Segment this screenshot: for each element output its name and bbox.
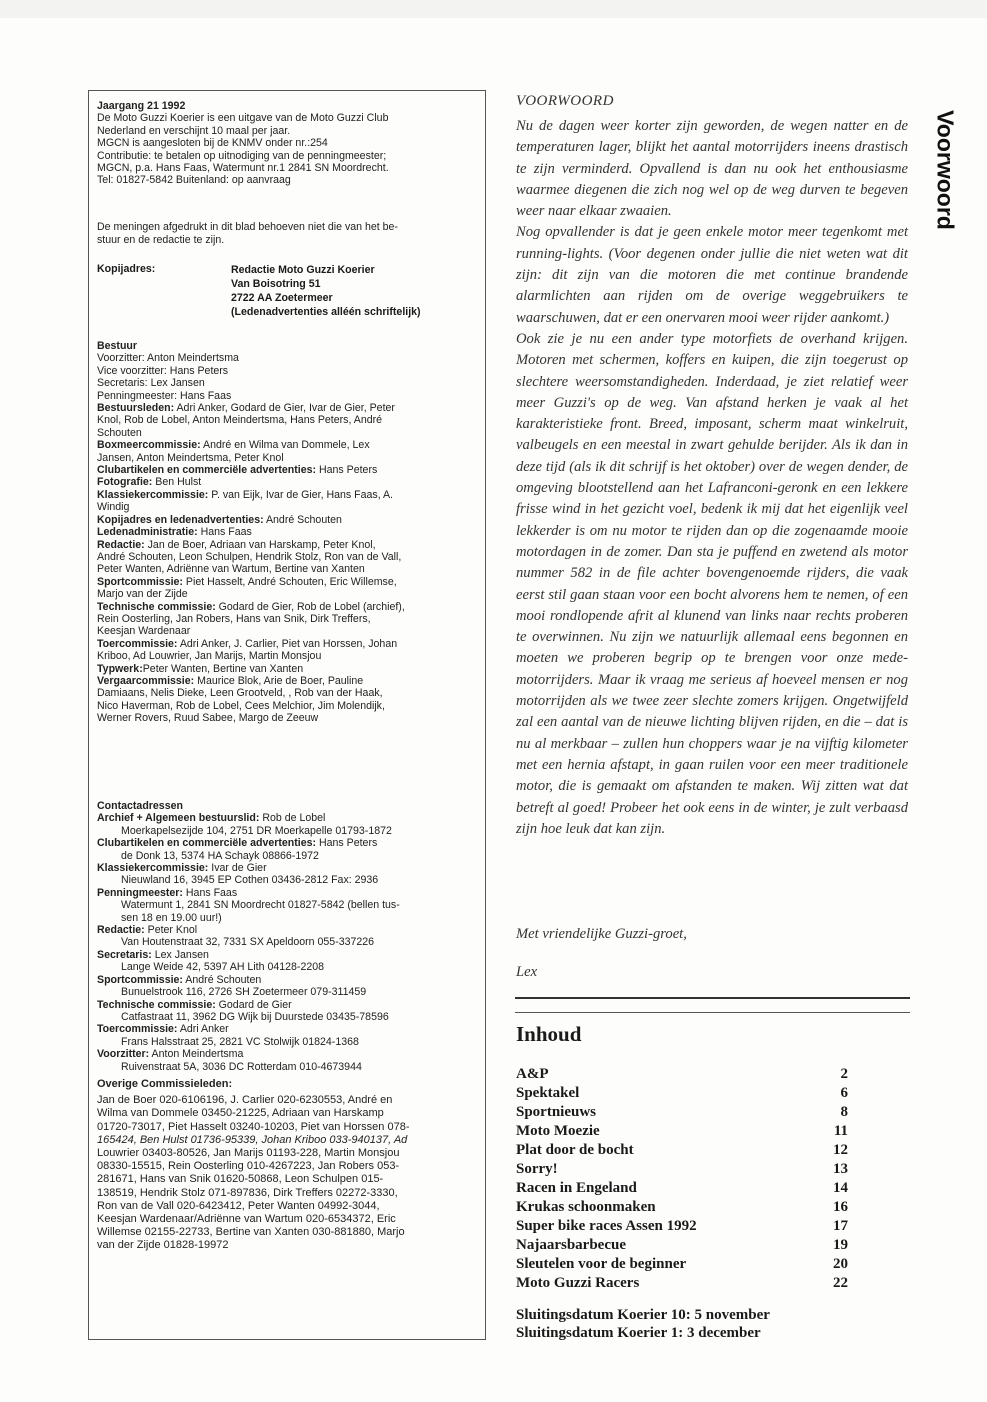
toc-item-page: 2 — [840, 1066, 848, 1082]
role-value: Penningmeester: Hans Faas — [97, 389, 232, 402]
overige-line: 01720-73017, Piet Hasselt 03240-10203, Piet van Horssen 078- — [97, 1120, 410, 1133]
voorwoord-paragraph: Ook zie je nu een ander type motorfiets de overhand krijgen. Motoren met schermen, koffers en kuipen, die zijn toegerust op slechtere weersomstandigheden. Inderdaad, je ziet relatief weer meer Guzzi's op de weg. Van afstand herken je vaak al het karakteristieke front. Breed, imposant, scherm maat winkelruit, valbeugels en een meestal in zwart gehulde berijder. Als ik dan in deze tijd (als ik dit schrijf is het oktober) over de wegen dender, de omgeving blootstellend aan het Lafranconi-geronk en een lekkere frisse wind in het gezicht voel, bedenk ik mij dat het eigenlijk veel lekkerder is om nu motor te rijden dan op die zogenaamde mooie motordagen in de zomer. Dan sta je puffend en zwetend als motor nummer 582 in de file achter bovengenoemde rijders, die vaak eerst stil gaan staan voor een bocht alvorens hem te nemen, of een mooi rondlopende afrit al klunend van links naar rechts proberen te overwinnen. Nu zijn we natuurlijk allemaal eens begonnen en moeten we proberen begrip op te brengen voor onze mede-motorrijders. Maar ik vraag me serieus af hoeveel mensen er nog motorrijden als we twee zeer slechte zomers krijgen. Ongetwijfeld zal een aantal van de nieuwe lichting blijven rijden, en die – dat is nu al merkbaar – zullen hun choppers waar je na vijftig kilometer met een hernia afstapt, in gaan ruilen voor een meer traditionele motor, die is gemaakt om afstanden te maken. Wij zitten wat dat betreft al goed! Probeer het ook eens in de winter, je zult verbaasd zijn hoe leuk dat kan zijn. — [516, 330, 908, 837]
role-label: Penningmeester: — [97, 886, 183, 899]
contact-row — [97, 1036, 482, 1048]
role-value: Ben Hulst — [152, 476, 202, 489]
contact-row — [97, 613, 482, 625]
contact-row — [97, 476, 482, 488]
jaargang: Jaargang 21 1992 — [97, 100, 186, 112]
toc-item-page: 8 — [840, 1104, 848, 1120]
contact-row — [97, 986, 482, 998]
toc-item — [516, 1084, 848, 1103]
contact-row — [97, 675, 482, 687]
contact-section — [97, 800, 482, 1073]
contact-row — [97, 912, 482, 924]
overige-line: 138519, Hendrik Stolz 071-897836, Dirk Treffers 02272-3330, — [97, 1186, 398, 1199]
toc-item-label: Sorry! — [516, 1161, 558, 1177]
role-label: Archief + Algemeen bestuurslid: — [97, 812, 260, 825]
overige-line: Willemse 02155-22733, Bertine van Xanten 030-881880, Marjo — [97, 1226, 405, 1239]
contact-row — [97, 650, 482, 662]
overige-line: 165424, Ben Hulst 01736-95339, Johan Kriboo 033-940137, Ad — [97, 1133, 408, 1146]
role-label: Toercommissie: — [97, 1023, 178, 1036]
table-of-contents — [516, 1065, 848, 1293]
scan-top-border — [0, 0, 987, 18]
toc-item-page: 22 — [833, 1275, 848, 1291]
colofon-line: MGCN is aangesloten bij de KNMV onder nr.:254 — [97, 137, 328, 150]
contact-row — [97, 1011, 482, 1023]
role-label: Typwerk: — [97, 662, 143, 675]
toc-item-page: 20 — [833, 1256, 848, 1272]
contact-row — [97, 1048, 482, 1060]
contact-row — [97, 352, 482, 364]
role-value: de Donk 13, 5374 HA Schayk 08866-1972 — [121, 849, 319, 862]
contact-row — [97, 526, 482, 538]
role-value: P. van Eijk, Ivar de Gier, Hans Faas, A. — [208, 488, 394, 501]
role-value: Peter Wanten, Bertine van Xanten — [142, 662, 304, 675]
role-value: Hans Peters — [316, 837, 378, 850]
role-value: Jansen, Anton Meindertsma, Peter Knol — [97, 451, 284, 464]
toc-item — [516, 1065, 848, 1084]
role-value: Adri Anker, Godard de Gier, Ivar de Gier, Peter — [174, 402, 395, 415]
kopijadres-line: (Ledenadvertenties alléén schriftelijk) — [231, 306, 421, 318]
voorwoord-author: Lex — [516, 964, 538, 980]
role-label: Fotografie: — [97, 476, 153, 489]
contact-lines — [97, 812, 482, 1073]
toc-item-page: 14 — [833, 1180, 848, 1196]
role-value: Ivar de Gier — [208, 862, 267, 875]
colofon — [97, 100, 482, 187]
disclaimer-line: stuur en de redactie te zijn. — [97, 234, 225, 246]
role-value: Knol, Rob de Lobel, Anton Meindertsma, Hans Peters, André — [97, 414, 383, 427]
role-value: Catfastraat 11, 3962 DG Wijk bij Duurstede 03435-78596 — [121, 1010, 389, 1023]
role-value: Lex Jansen — [151, 948, 209, 961]
role-value: Secretaris: Lex Jansen — [97, 377, 205, 390]
overige-lines — [97, 1094, 482, 1252]
contact-row — [97, 588, 482, 600]
role-label: Redactie: — [97, 924, 145, 937]
contact-row — [97, 850, 482, 862]
role-value: Godard de Gier — [215, 998, 292, 1011]
voorwoord-title: VOORWOORD — [516, 93, 614, 109]
role-value: Ruivenstraat 5A, 3036 DC Rotterdam 010-4673944 — [121, 1060, 362, 1073]
toc-item-label: Sleutelen voor de beginner — [516, 1256, 687, 1272]
contact-row — [97, 999, 482, 1011]
role-value: Peter Knol — [144, 924, 198, 937]
contact-row — [97, 539, 482, 551]
role-value: Lange Weide 42, 5397 AH Lith 04128-2208 — [121, 961, 325, 974]
toc-item-label: Spektakel — [516, 1085, 580, 1101]
overige-line: Wilma van Dommele 03450-21225, Adriaan van Harskamp — [97, 1107, 384, 1120]
role-label: Vergaarcommissie: — [97, 674, 195, 687]
toc-item-label: Racen in Engeland — [516, 1180, 637, 1196]
voorwoord-paragraph: Nog opvallender is dat je geen enkele motor meer tegenkomt met running-lights. (Voor degenen onder jullie die niet weten wat dit zijn: dit zijn van die motoren die met continue brandende alarmlichten aan rijden om de overige weggebruikers te waarschuwen, dat er een onervaren mooi weer rijder aankomt.) — [516, 224, 908, 326]
overige-section — [97, 1078, 482, 1253]
contact-row — [97, 464, 482, 476]
overige-line: van der Zijde 01828-19972 — [97, 1239, 229, 1252]
inhoud-title: Inhoud — [516, 1022, 582, 1046]
role-value: Bunuelstrook 116, 2726 SH Zoetermeer 079-311459 — [121, 986, 367, 999]
role-value: Nico Haverman, Rob de Lobel, Cees Melchior, Jim Molendijk, — [97, 699, 385, 712]
toc-item — [516, 1255, 848, 1274]
colofon-line: Tel: 01827-5842 Buitenland: op aanvraag — [97, 174, 291, 187]
toc-item-label: A&P — [516, 1066, 549, 1082]
contact-row — [97, 365, 482, 377]
role-value: Maurice Blok, Arie de Boer, Pauline — [194, 674, 364, 687]
overige-line: Keesjan Wardenaar/Adriënne van Wartum 020-6534372, Eric — [97, 1213, 396, 1226]
contact-row — [97, 812, 482, 824]
role-value: Werner Rovers, Ruud Sabee, Margo de Zeeuw — [97, 712, 319, 725]
toc-item — [516, 1160, 848, 1179]
role-label: Technische commissie: — [97, 600, 216, 613]
contact-heading: Contactadressen — [97, 800, 183, 812]
contact-row — [97, 638, 482, 650]
role-value: sen 18 en 19.00 uur!) — [121, 911, 222, 924]
contact-row — [97, 402, 482, 414]
role-value: Hans Faas — [197, 526, 252, 539]
toc-item-label: Najaarsbarbecue — [516, 1237, 626, 1253]
contact-row — [97, 899, 482, 911]
contact-row — [97, 924, 482, 936]
contact-row — [97, 514, 482, 526]
toc-item — [516, 1217, 848, 1236]
kopijadres-label: Kopijadres: — [97, 263, 156, 275]
contact-row — [97, 825, 482, 837]
contact-row — [97, 949, 482, 961]
toc-item-label: Super bike races Assen 1992 — [516, 1218, 697, 1234]
role-value: André en Wilma van Dommele, Lex — [200, 439, 370, 452]
toc-item-page: 17 — [833, 1218, 848, 1234]
role-label: Clubartikelen en commerciële advertenties: — [97, 464, 317, 477]
role-label: Voorzitter: — [97, 1048, 150, 1061]
contact-row — [97, 874, 482, 886]
role-label: Sportcommissie: — [97, 973, 183, 986]
closing-dates — [516, 1306, 770, 1342]
toc-item — [516, 1122, 848, 1141]
role-value: Schouten — [97, 426, 142, 439]
role-value: Frans Halsstraat 25, 2821 VC Stolwijk 01824-1368 — [121, 1035, 359, 1048]
toc-item — [516, 1274, 848, 1293]
role-value: Damiaans, Nelis Dieke, Leen Grootveld, , Rob van der Haak, — [97, 687, 383, 700]
bestuur-lines — [97, 352, 482, 724]
overige-line: 281671, Hans van Snik 01620-50868, Leon Schulpen 015- — [97, 1173, 384, 1186]
role-label: Technische commissie: — [97, 998, 216, 1011]
contact-row — [97, 837, 482, 849]
role-value: Piet Hasselt, André Schouten, Eric Willemse, — [182, 575, 397, 588]
toc-item — [516, 1179, 848, 1198]
colofon-line: Nederland en verschijnt 10 maal per jaar. — [97, 124, 291, 137]
disclaimer-line: De meningen afgedrukt in dit blad behoeven niet die van het be- — [97, 221, 398, 233]
contact-row — [97, 936, 482, 948]
kopijadres-line: Van Boisotring 51 — [231, 278, 321, 290]
voorwoord-paragraph: Nu de dagen weer korter zijn geworden, de wegen natter en de temperaturen lager, blijkt het aantal motorrijders ineens drastisch te zijn verminderd. Opvallend is dan nu ook het enthousiasme waarmee diegenen die zich nog wel op de weg durven te begeven weer naar elkaar zwaaien. — [516, 118, 908, 220]
role-value: Hans Peters — [316, 464, 378, 477]
overige-heading: Overige Commissieleden: — [97, 1078, 233, 1090]
overige-line: Jan de Boer 020-6106196, J. Carlier 020-6230553, André en — [97, 1094, 393, 1107]
contact-row — [97, 576, 482, 588]
role-value: Keesjan Wardenaar — [97, 625, 191, 638]
role-value: Moerkapelsezijde 104, 2751 DR Moerkapelle 01793-1872 — [121, 824, 392, 837]
toc-item-page: 12 — [833, 1142, 848, 1158]
role-value: Vice voorzitter: Hans Peters — [97, 364, 229, 377]
role-value: Godard de Gier, Rob de Lobel (archief), — [215, 600, 405, 613]
role-value: André Schouten, Leon Schulpen, Hendrik Stolz, Ron van de Vall, — [97, 550, 402, 563]
bestuur-heading: Bestuur — [97, 340, 138, 352]
colofon-line: Contributie: te betalen op uitnodiging van de penningmeester; — [97, 149, 387, 162]
role-value: André Schouten — [182, 973, 262, 986]
role-label: Boxmeercommissie: — [97, 439, 201, 452]
overige-line: Louwrier 03403-80526, Jan Marijs 01193-228, Martin Monsjou — [97, 1147, 400, 1160]
contact-row — [97, 601, 482, 613]
role-value: Adri Anker — [177, 1023, 229, 1036]
contact-row — [97, 887, 482, 899]
role-value: Peter Wanten, Adriënne van Wartum, Bertine van Xanten — [97, 563, 365, 576]
toc-item — [516, 1236, 848, 1255]
contact-row — [97, 563, 482, 575]
contact-row — [97, 961, 482, 973]
role-value: Windig — [97, 501, 130, 514]
contact-row — [97, 551, 482, 563]
side-title: Voorwoord — [932, 110, 959, 230]
divider-thick — [515, 997, 910, 999]
toc-item-page: 11 — [833, 1123, 848, 1139]
voorwoord-text — [516, 116, 908, 840]
contact-row — [97, 439, 482, 451]
contact-row — [97, 501, 482, 513]
colofon-lines — [97, 112, 482, 186]
role-label: Ledenadministratie: — [97, 526, 198, 539]
role-value: Jan de Boer, Adriaan van Harskamp, Peter Knol, — [144, 538, 376, 551]
toc-item-page: 19 — [833, 1237, 848, 1253]
contact-row — [97, 377, 482, 389]
role-label: Bestuursleden: — [97, 402, 175, 415]
overige-line: Ron van de Vall 020-6423412, Peter Wanten 04992-3044, — [97, 1199, 380, 1212]
role-value: Voorzitter: Anton Meindertsma — [97, 352, 239, 365]
contact-row — [97, 1061, 482, 1073]
closing-line-2: Sluitingsdatum Koerier 1: 3 december — [516, 1325, 761, 1341]
contact-row — [97, 700, 482, 712]
contact-row — [97, 1023, 482, 1035]
role-label: Toercommissie: — [97, 637, 178, 650]
role-value: Nieuwland 16, 3945 EP Cothen 03436-2812 Fax: 2936 — [121, 874, 379, 887]
disclaimer-lines — [97, 221, 482, 247]
toc-item — [516, 1103, 848, 1122]
contact-row — [97, 974, 482, 986]
overige-line: 08330-15515, Rein Oosterling 010-4267223, Jan Robers 053- — [97, 1160, 400, 1173]
role-value: Anton Meindertsma — [149, 1048, 244, 1061]
toc-item-label: Moto Guzzi Racers — [516, 1275, 640, 1291]
closing-line-1: Sluitingsdatum Koerier 10: 5 november — [516, 1307, 770, 1323]
toc-item — [516, 1141, 848, 1160]
contact-row — [97, 712, 482, 724]
voorwoord-signoff: Met vriendelijke Guzzi-groet, — [516, 926, 687, 942]
disclaimer — [97, 221, 482, 247]
colofon-line: De Moto Guzzi Koerier is een uitgave van de Moto Guzzi Club — [97, 112, 389, 125]
role-label: Sportcommissie: — [97, 575, 183, 588]
role-value: Rein Oosterling, Jan Robers, Hans van Snik, Dirk Treffers, — [97, 612, 371, 625]
toc-item-page: 16 — [833, 1199, 848, 1215]
colofon-line: MGCN, p.a. Hans Faas, Watermunt nr.1 2841 SN Moordrecht. — [97, 162, 389, 175]
role-value: André Schouten — [263, 513, 342, 526]
toc-item-page: 13 — [833, 1161, 848, 1177]
contact-row — [97, 489, 482, 501]
toc-item-label: Sportnieuws — [516, 1104, 597, 1120]
divider-thin — [515, 1012, 910, 1013]
contact-row — [97, 862, 482, 874]
role-value: Hans Faas — [182, 886, 238, 899]
role-value: Adri Anker, J. Carlier, Piet van Horssen, Johan — [177, 637, 398, 650]
role-value: Rob de Lobel — [259, 812, 326, 825]
contact-row — [97, 390, 482, 402]
contact-row — [97, 687, 482, 699]
toc-item-label: Krukas schoonmaken — [516, 1199, 656, 1215]
bestuur-section — [97, 340, 482, 725]
role-value: Marjo van der Zijde — [97, 588, 188, 601]
kopijadres-line: Redactie Moto Guzzi Koerier — [231, 264, 375, 276]
role-label: Kopijadres en ledenadvertenties: — [97, 513, 264, 526]
contact-row — [97, 414, 482, 426]
toc-item-label: Moto Moezie — [516, 1123, 600, 1139]
role-label: Klassiekercommissie: — [97, 862, 209, 875]
contact-row — [97, 663, 482, 675]
toc-item — [516, 1198, 848, 1217]
role-value: Van Houtenstraat 32, 7331 SX Apeldoorn 055-337226 — [121, 936, 375, 949]
role-label: Klassiekercommissie: — [97, 488, 209, 501]
kopijadres-address — [231, 263, 421, 319]
contact-row — [97, 427, 482, 439]
role-value: Watermunt 1, 2841 SN Moordrecht 01827-5842 (bellen tus- — [121, 899, 400, 912]
toc-item-label: Plat door de bocht — [516, 1142, 634, 1158]
kopijadres-line: 2722 AA Zoetermeer — [231, 292, 333, 304]
role-label: Redactie: — [97, 538, 145, 551]
contact-row — [97, 625, 482, 637]
toc-item-page: 6 — [840, 1085, 848, 1101]
contact-row — [97, 452, 482, 464]
role-label: Secretaris: — [97, 948, 152, 961]
side-title-block — [915, 90, 975, 250]
role-label: Clubartikelen en commerciële advertenties: — [97, 837, 317, 850]
role-value: Kriboo, Ad Louwrier, Jan Marijs, Martin Monsjou — [97, 650, 322, 663]
